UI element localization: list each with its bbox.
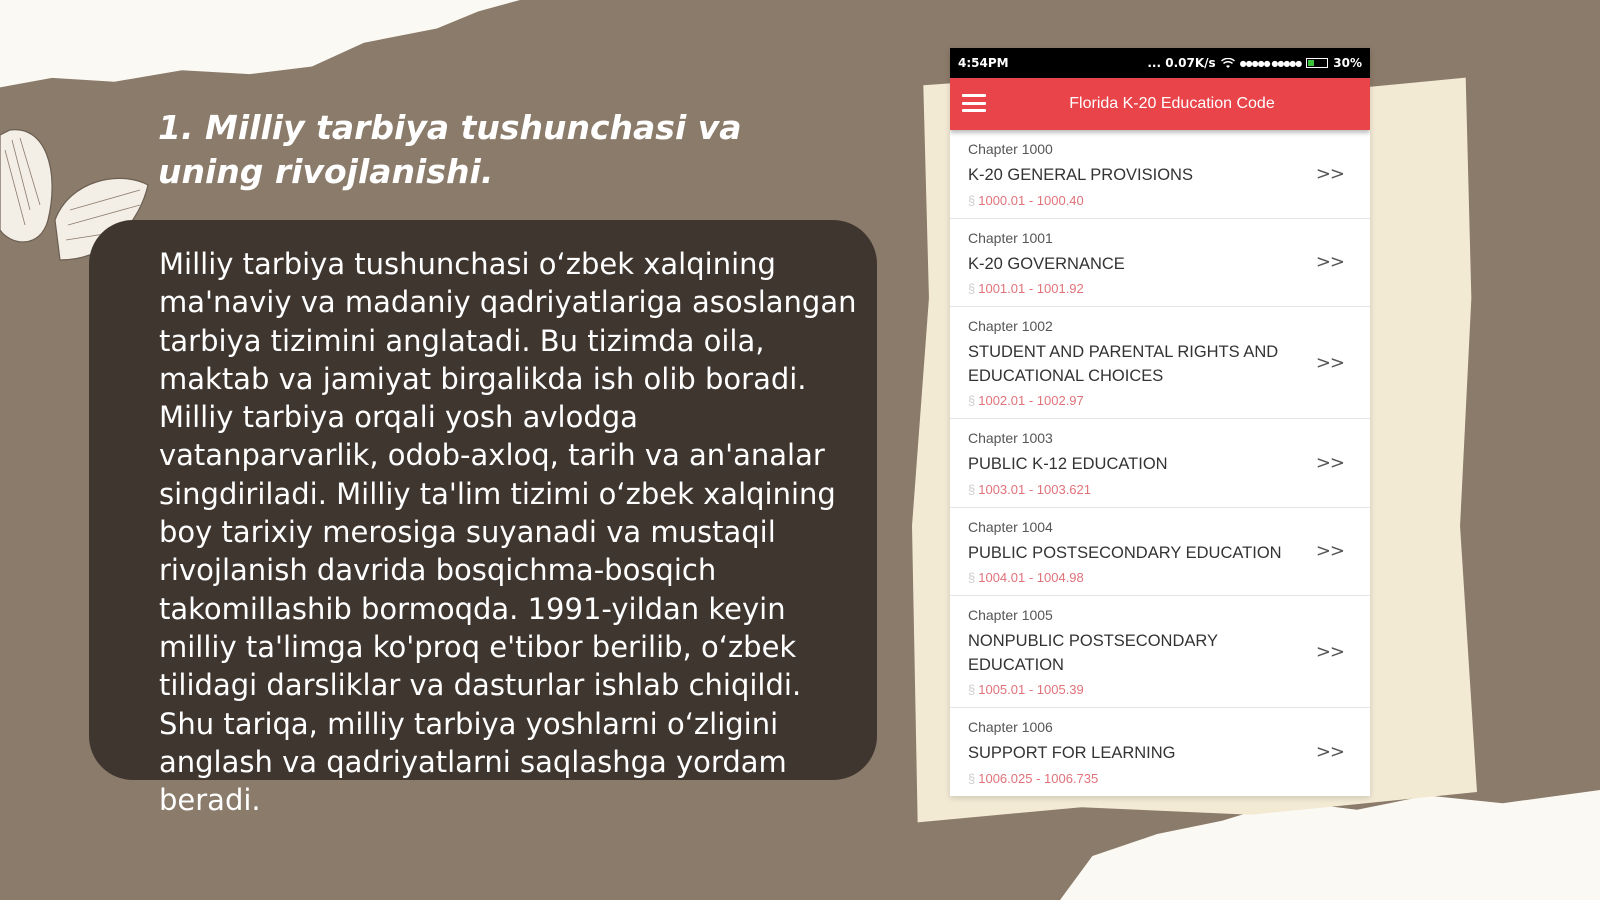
chapter-range-text: 1000.01 - 1000.40 (978, 192, 1084, 208)
chapter-title: NONPUBLIC POSTSECONDARY EDUCATION (968, 632, 1218, 674)
torn-paper-top (0, 0, 520, 95)
section-icon: § (968, 481, 976, 497)
chapter-number: Chapter 1002 (968, 318, 1053, 334)
battery-percent: 30% (1333, 56, 1362, 70)
status-time: 4:54PM (958, 56, 1009, 70)
app-title: Florida K-20 Education Code (1069, 95, 1275, 112)
battery-icon (1306, 58, 1328, 68)
app-bar (950, 78, 1370, 130)
chevron-right-icon[interactable]: >> (1315, 540, 1344, 562)
chapter-list-item[interactable] (950, 708, 1370, 796)
menu-icon[interactable] (962, 94, 986, 112)
chapter-list-item[interactable] (950, 508, 1370, 597)
chapter-range (968, 569, 1310, 587)
chapter-title: PUBLIC POSTSECONDARY EDUCATION (968, 543, 1282, 562)
chapter-number: Chapter 1000 (968, 141, 1053, 157)
chapter-list-item[interactable] (950, 307, 1370, 419)
phone-screenshot (950, 48, 1370, 796)
chapter-range (968, 392, 1310, 410)
chapter-list-item[interactable] (950, 219, 1370, 308)
section-icon: § (968, 281, 976, 296)
section-icon: § (968, 570, 976, 585)
signal-icon: ●●●●● ●●●●● (1239, 58, 1302, 68)
chapter-number: Chapter 1006 (968, 719, 1053, 735)
chapter-range (968, 280, 1310, 298)
chevron-right-icon[interactable]: >> (1315, 452, 1344, 474)
section-icon: § (968, 393, 976, 408)
chapter-list (950, 130, 1370, 796)
section-icon: § (968, 192, 976, 208)
chevron-right-icon[interactable]: >> (1315, 163, 1344, 185)
chapter-range-text: 1006.025 - 1006.735 (978, 770, 1099, 786)
chapter-range-text: 1002.01 - 1002.97 (978, 393, 1084, 408)
chevron-right-icon[interactable]: >> (1315, 741, 1344, 763)
chevron-right-icon[interactable]: >> (1315, 352, 1344, 373)
chapter-number: Chapter 1003 (968, 430, 1053, 446)
chapter-number: Chapter 1005 (968, 607, 1053, 623)
chapter-list-item[interactable] (950, 419, 1370, 508)
chapter-title: STUDENT AND PARENTAL RIGHTS AND EDUCATIONAL CHOICES (968, 343, 1279, 385)
status-indicators (1147, 56, 1362, 70)
chevron-right-icon[interactable]: >> (1315, 641, 1344, 662)
chapter-range-text: 1005.01 - 1005.39 (978, 682, 1084, 697)
chapter-title: SUPPORT FOR LEARNING (968, 744, 1176, 762)
section-icon: § (968, 770, 976, 786)
slide-body-text: Milliy tarbiya tushunchasi o‘zbek xalqining ma'naviy va madaniy qadriyatlariga asoslangan tarbiya tizimini anglatadi. Bu tizimda oila, maktab va jamiyat birgalikda ish olib boradi. Milliy tarbiya orqali yosh avlodga vatanparvarlik, odob-axloq, tarih va an'analar singdiriladi. Milliy ta'lim tizimi o‘zbek xalqining boy tarixiy merosiga suyanadi va mustaqil rivojlanish davrida bosqichma-bosqich takomillashib bormoqda. 1991-yildan keyin milliy ta'limga ko'proq e'tibor berilib, o‘zbek tilidagi darsliklar va dasturlar ishlab chiqildi. Shu tariqa, milliy tarbiya yoshlarni o‘zligini anglash va qadriyatlarni saqlashga yordam beradi. (159, 247, 857, 818)
section-icon: § (968, 682, 976, 697)
chapter-title: PUBLIC K-12 EDUCATION (968, 455, 1168, 473)
wifi-icon (1221, 58, 1235, 69)
network-speed: ... 0.07K/s (1147, 56, 1216, 70)
chapter-range (968, 681, 1310, 699)
slide-title: 1. Milliy tarbiya tushunchasi va uning rivojlanishi. (158, 108, 742, 191)
chapter-title: K-20 GOVERNANCE (968, 254, 1125, 273)
chapter-range-text: 1001.01 - 1001.92 (978, 281, 1084, 296)
chapter-title: K-20 GENERAL PROVISIONS (968, 166, 1193, 184)
chapter-range-text: 1004.01 - 1004.98 (978, 570, 1084, 585)
chapter-list-item[interactable] (950, 130, 1370, 219)
chapter-number: Chapter 1004 (968, 518, 1053, 535)
chapter-number: Chapter 1001 (968, 229, 1053, 246)
chapter-range-text: 1003.01 - 1003.621 (978, 481, 1092, 497)
chapter-range (968, 481, 1310, 499)
chapter-range (968, 192, 1310, 210)
chapter-range (968, 770, 1310, 788)
chevron-right-icon[interactable]: >> (1315, 251, 1344, 273)
chapter-list-item[interactable] (950, 596, 1370, 708)
status-bar (950, 48, 1370, 78)
